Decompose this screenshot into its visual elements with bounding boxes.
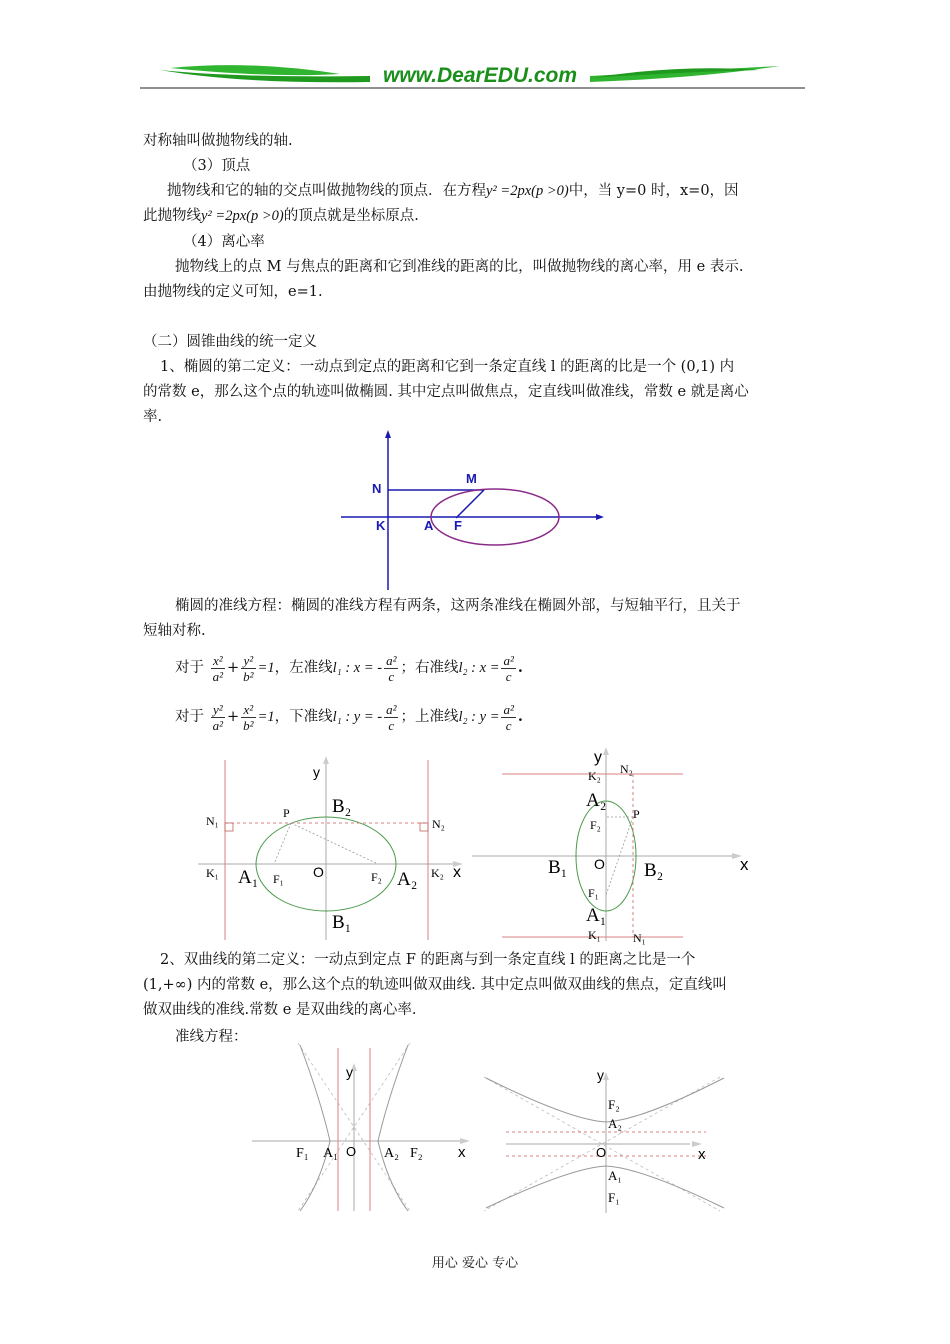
- label-B1: B₁: [548, 857, 568, 878]
- frac-x2-a2: [211, 653, 225, 684]
- frac-num: a²: [386, 701, 397, 717]
- text-line-10: 的常数 e，那么这个点的轨迹叫做椭圆. 其中定点叫做焦点，定直线叫做准线，常数 e 就是离心: [143, 384, 749, 400]
- label-x-axis: x: [458, 1144, 466, 1161]
- label-origin: O: [346, 1144, 357, 1159]
- period: .: [517, 659, 523, 676]
- label-F2: F₂: [608, 1097, 620, 1112]
- label-A2: A₂: [384, 1146, 399, 1161]
- frac-a2-c: [501, 653, 515, 684]
- frac-num: y²: [241, 653, 255, 669]
- frac-a2-c: [501, 702, 515, 733]
- label-K: K: [376, 518, 386, 533]
- frac-num: a²: [503, 652, 514, 668]
- frac-den: b²: [243, 668, 254, 684]
- formula-2-prefix: 对于: [175, 709, 204, 725]
- section-heading-conic: （二）圆锥曲线的统一定义: [143, 334, 317, 350]
- label-K2: K₂: [588, 769, 601, 783]
- text-line-9: 1、椭圆的第二定义：一动点到定点的距离和它到一条定直线 l 的距离的比是一个 (0,1) 内: [160, 359, 735, 375]
- label-M: M: [466, 471, 477, 486]
- label-A2: A₂: [586, 790, 607, 811]
- label-K1: K₁: [206, 866, 219, 880]
- site-logo-text: www.DearEDU.com: [382, 64, 578, 87]
- text-line-13: 短轴对称.: [143, 623, 206, 639]
- label-y-axis: y: [597, 1067, 604, 1083]
- frac-num: a²: [386, 652, 397, 668]
- label-P: P: [283, 806, 290, 820]
- label-N2: N₂: [432, 817, 445, 831]
- label-F2: F₂: [590, 818, 601, 832]
- label-x-axis: x: [698, 1146, 706, 1163]
- text-line-16: 做双曲线的准线.常数 e 是双曲线的离心率.: [143, 1002, 417, 1018]
- label-F1: F₁: [273, 872, 284, 886]
- lower-directrix-eq: l₁ : y = -: [332, 709, 383, 725]
- frac-den: c: [505, 668, 512, 684]
- text-line-14: 2、双曲线的第二定义：一动点到定点 F 的距离与到一条定直线 l 的距离之比是一个: [160, 952, 696, 968]
- label-y-axis: y: [346, 1064, 353, 1080]
- text-line-4: [143, 206, 419, 226]
- figure-hyperbola-horizontal: [250, 1043, 480, 1213]
- frac-num: a²: [503, 701, 514, 717]
- frac-y2-b2: [241, 653, 255, 684]
- text-line-7: 由抛物线的定义可知，e=1.: [143, 284, 323, 300]
- label-F2: F₂: [410, 1146, 423, 1161]
- equation-parabola-2: y² =2px(p >0): [201, 208, 284, 224]
- frac-num: y²: [211, 702, 225, 718]
- plus-sign: +: [227, 660, 240, 676]
- label-origin: O: [596, 1145, 607, 1160]
- text-line-12: 椭圆的准线方程：椭圆的准线方程有两条，这两条准线在椭圆外部，与短轴平行，且关于: [175, 598, 741, 614]
- label-B1: B₁: [332, 912, 352, 933]
- label-N2: N₂: [620, 762, 633, 776]
- text-line-4a: 此抛物线: [143, 208, 201, 224]
- formula-1-left-label: ，左准线: [274, 660, 333, 676]
- label-K2: K₂: [431, 866, 444, 880]
- label-A1: A₁: [323, 1146, 338, 1161]
- label-B2: B₂: [644, 860, 664, 881]
- label-A1: A₁: [608, 1168, 622, 1183]
- text-line-3: [167, 181, 739, 201]
- label-x-axis: x: [453, 864, 461, 881]
- label-F1: F₁: [608, 1190, 620, 1205]
- figure-ellipse-horizontal: [195, 752, 470, 942]
- formula-1-right-label: ；右准线: [400, 660, 459, 676]
- equals-one: =1: [257, 660, 275, 676]
- label-A1: A₁: [586, 905, 607, 926]
- text-line-3a: 抛物线和它的轴的交点叫做抛物线的顶点．在方程: [167, 183, 486, 199]
- text-line-1: 对称轴叫做抛物线的轴.: [143, 133, 293, 149]
- frac-a2-c: [384, 702, 398, 733]
- frac-den: c: [388, 717, 395, 733]
- figure-hyperbola-vertical: [480, 1060, 730, 1215]
- formula-2-upper-label: ；上准线: [400, 709, 459, 725]
- label-P: P: [633, 807, 640, 821]
- label-F1: F₁: [588, 886, 599, 900]
- label-y-axis: y: [594, 749, 602, 766]
- frac-num: x²: [211, 653, 225, 669]
- text-line-3b: 中，当 y=0 时，x=0，因: [568, 183, 739, 199]
- label-F: F: [454, 518, 462, 533]
- label-F1: F₁: [296, 1146, 309, 1161]
- label-A1: A₁: [238, 867, 259, 888]
- label-N1: N₁: [206, 814, 219, 828]
- upper-directrix-eq: l₂ : y =: [458, 709, 500, 725]
- text-line-11: 率.: [143, 409, 163, 425]
- label-F2: F₂: [371, 870, 382, 884]
- frac-x2-b2: [241, 702, 255, 733]
- text-line-4b: 的顶点就是坐标原点.: [283, 208, 419, 224]
- frac-den: c: [388, 668, 395, 684]
- figure-ellipse-directrix: [338, 430, 608, 592]
- label-N: N: [372, 481, 382, 496]
- text-line-15: (1,+∞) 内的常数 e，那么这个点的轨迹叫做双曲线. 其中定点叫做双曲线的焦点，定直线叫: [143, 977, 727, 993]
- frac-den: c: [505, 717, 512, 733]
- label-A2: A₂: [608, 1116, 622, 1131]
- frac-y2-a2: [211, 702, 225, 733]
- label-A: A: [424, 518, 434, 533]
- equation-parabola-1: y² =2px(p >0): [486, 183, 569, 199]
- formula-2-lower-label: ，下准线: [274, 709, 333, 725]
- equals-one: =1: [257, 709, 275, 725]
- label-origin: O: [594, 856, 605, 872]
- label-K1: K₁: [588, 928, 601, 942]
- heading-eccentricity: （4）离心率: [183, 234, 265, 250]
- frac-a2-c: [384, 653, 398, 684]
- frac-den: b²: [243, 717, 254, 733]
- text-line-17: 准线方程：: [175, 1029, 248, 1045]
- label-N1: N₁: [633, 931, 646, 945]
- formula-ellipse-vertical: [175, 697, 523, 737]
- left-directrix-eq: l₁ : x = -: [332, 660, 383, 676]
- label-y-axis: y: [313, 764, 320, 780]
- label-A2: A₂: [397, 869, 418, 890]
- heading-vertex: （3）顶点: [183, 158, 251, 174]
- right-directrix-eq: l₂ : x =: [458, 660, 500, 676]
- formula-ellipse-horizontal: [175, 648, 523, 688]
- frac-den: a²: [212, 668, 224, 684]
- formula-1-prefix: 对于: [175, 660, 204, 676]
- label-x-axis: x: [740, 855, 749, 874]
- frac-den: a²: [212, 717, 224, 733]
- period: .: [517, 708, 523, 725]
- label-origin: O: [313, 864, 324, 880]
- figure-ellipse-vertical: [470, 745, 760, 945]
- frac-num: x²: [241, 702, 255, 718]
- plus-sign: +: [227, 709, 240, 725]
- site-logo: [140, 58, 810, 92]
- footer-slogan: 用心 爱心 专心: [431, 1256, 519, 1271]
- text-line-6: 抛物线上的点 M 与焦点的距离和它到准线的距离的比，叫做抛物线的离心率，用 e 表示.: [175, 259, 744, 275]
- label-B2: B₂: [332, 796, 352, 817]
